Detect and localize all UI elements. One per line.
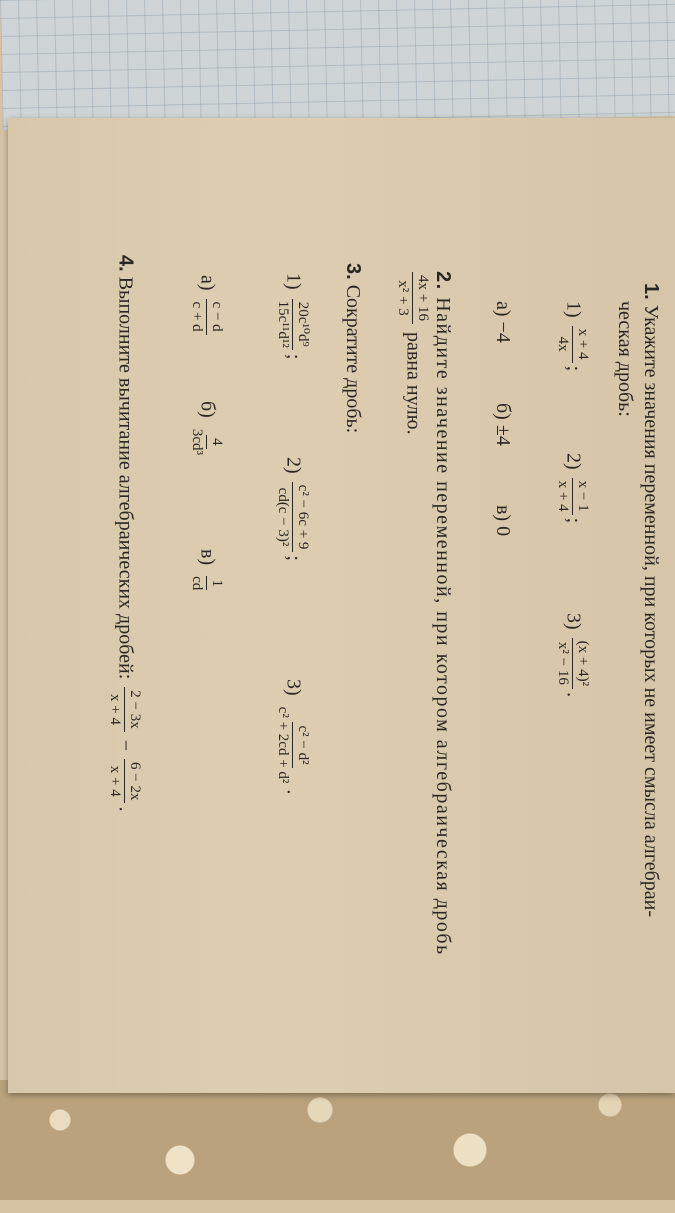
task3-text: Сократите дробь: bbox=[342, 284, 364, 434]
task3-answer-b: б) 4 3cd³ bbox=[188, 401, 226, 461]
fraction: 1 cd bbox=[188, 576, 225, 591]
fraction: 4x + 16 x² + 3 bbox=[394, 272, 432, 324]
fraction: 6 − 2x x + 4 bbox=[106, 759, 144, 803]
task2-text-line2: равна нулю. bbox=[402, 331, 425, 435]
fraction: x + 4 4x bbox=[554, 326, 592, 363]
task2-line1 bbox=[431, 271, 455, 956]
task1-answer-c: в) 0 bbox=[492, 505, 514, 537]
task3-item-2: 2) c² − 6c + 9 cd(c − 3)² ; bbox=[274, 457, 311, 561]
task3-answer-c: в) 1 cd bbox=[188, 549, 226, 596]
fraction: x − 1 x + 4 bbox=[554, 478, 592, 515]
fraction: 4 3cd³ bbox=[188, 428, 225, 455]
task1-text-line1: Укажите значения переменной, при которых не имеет смысла алгебраи- bbox=[640, 304, 662, 918]
worksheet-content bbox=[23, 255, 663, 1213]
task3-item-3: 3) c² − d² c² + 2cd + d² . bbox=[274, 679, 311, 795]
fraction: c² − 6c + 9 cd(c − 3)² bbox=[274, 482, 312, 553]
task1-answer-b: б) ±4 bbox=[492, 403, 514, 446]
task1-item-1: 1) x + 4 4x ; bbox=[554, 301, 591, 372]
fraction: 20c¹⁰d⁹ 15c¹¹d¹² bbox=[274, 300, 311, 348]
worksheet-page bbox=[8, 118, 675, 1093]
task1-line1 bbox=[639, 283, 663, 917]
fraction: c² − d² c² + 2cd + d² bbox=[274, 706, 311, 784]
task3-number: 3. bbox=[342, 263, 364, 280]
fraction: (x + 4)² x² − 16 bbox=[554, 638, 592, 689]
task1-number: 1. bbox=[640, 283, 662, 300]
task2-number: 2. bbox=[432, 271, 454, 291]
fraction: 2 − 3x x + 4 bbox=[106, 687, 144, 731]
task3-item-1: 1) 20c¹⁰d⁹ 15c¹¹d¹² ; bbox=[274, 273, 311, 360]
task1-answer-a: а) −4 bbox=[492, 301, 514, 343]
fraction: c − d c + d bbox=[188, 299, 226, 335]
minus-sign: − bbox=[114, 739, 137, 752]
task3-line bbox=[341, 263, 365, 433]
task4-line: 4. Выполните вычитание алгебраических дробей: 2 − 3x x + 4 − 6 − 2x x + 4 . bbox=[106, 255, 143, 812]
task2-line2 bbox=[394, 269, 432, 435]
task1-item-3: 3) (x + 4)² x² − 16 . bbox=[554, 613, 591, 698]
task1-line2: ческая дробь: bbox=[614, 301, 636, 417]
task4-text: Выполните вычитание алгебраических дробей: bbox=[114, 276, 137, 680]
task2-text-line1: Найдите значение переменной, при котором алгебраическая дробь bbox=[432, 297, 454, 956]
task3-answer-a: а) c − d c + d bbox=[188, 275, 226, 338]
task1-item-2: 2) x − 1 x + 4 ; bbox=[554, 453, 591, 524]
notebook-background bbox=[0, 0, 675, 130]
task4-number: 4. bbox=[114, 255, 137, 272]
